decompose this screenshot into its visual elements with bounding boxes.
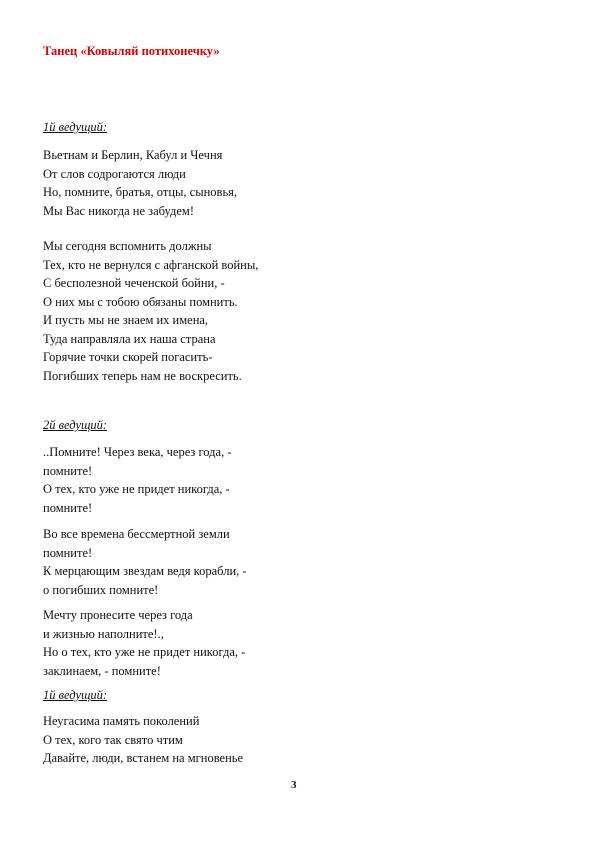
poem-line: и жизнью наполните!., — [43, 626, 164, 641]
poem-line: Вьетнам и Берлин, Кабул и Чечня — [43, 148, 223, 162]
poem-line: Но о тех, кто уже не придет никогда, - — [43, 645, 246, 659]
poem-line: Давайте, люди, встанем на мгновенье — [43, 751, 244, 765]
stanza-4 — [43, 525, 247, 599]
stanza-5 — [43, 606, 245, 680]
poem-line: От слов содрогаются люди — [43, 166, 186, 181]
poem-line: Туда направляла их наша страна — [43, 331, 216, 346]
poem-line: К мерцающим звездам ведя корабли, - — [43, 564, 247, 578]
poem-line: О них мы с тобою обязаны помнить. — [43, 294, 238, 309]
stanza-3 — [43, 443, 232, 517]
speaker-label-first-host: 1й ведущий: — [43, 120, 108, 134]
poem-line: помните! — [43, 500, 93, 515]
poem-line: И пусть мы не знаем их имена, — [43, 313, 209, 327]
poem-line: Мы сегодня вспомнить должны — [43, 239, 212, 253]
poem-line: Но, помните, братья, отцы, сыновья, — [43, 185, 238, 199]
stanza-2 — [43, 237, 258, 385]
poem-line: О тех, кого так свято чтим — [43, 732, 183, 747]
page-number: 3 — [291, 779, 297, 791]
poem-line: ..Помните! Через века, через года, - — [43, 445, 232, 459]
poem-line: заклинаем, - помните! — [43, 663, 161, 678]
stanza-6 — [43, 712, 243, 768]
speaker-label-second-host: 2й ведущий: — [43, 418, 108, 432]
poem-line: Мечту пронесите через года — [43, 608, 193, 622]
poem-line: С бесполезной чеченской бойни, - — [43, 276, 225, 290]
poem-line: помните! — [43, 463, 93, 478]
speaker-label-first-host-2: 1й ведущий: — [43, 688, 108, 702]
poem-line: Неугасима память поколений — [43, 714, 200, 728]
poem-line: Погибших теперь нам не воскресить. — [43, 368, 242, 383]
poem-line: Тех, кто не вернулся с афганской войны, — [43, 257, 259, 272]
poem-line: помните! — [43, 545, 93, 560]
poem-line: Горячие точки скорей погасить- — [43, 350, 213, 364]
stanza-1 — [43, 146, 237, 220]
poem-line: Во все времена бессмертной земли — [43, 527, 230, 541]
poem-line: О тех, кто уже не придет никогда, - — [43, 482, 230, 496]
poem-line: о погибших помните! — [43, 582, 159, 597]
poem-line: Мы Вас никогда не забудем! — [43, 203, 194, 218]
dance-title: Танец «Ковыляй потихонечку» — [43, 44, 220, 58]
